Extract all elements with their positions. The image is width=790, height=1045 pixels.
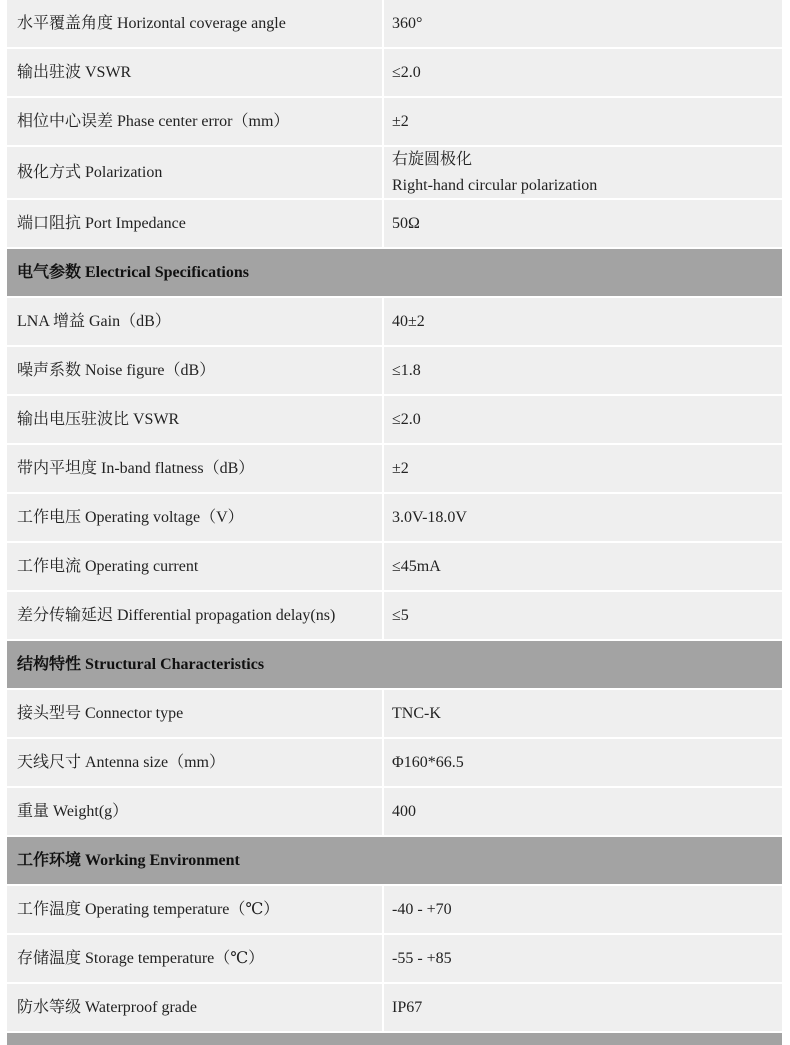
spec-value: ≤5 bbox=[392, 606, 409, 624]
spec-label: 防水等级 Waterproof grade bbox=[17, 998, 197, 1016]
spec-label: 相位中心误差 Phase center error（mm） bbox=[17, 112, 290, 130]
spec-value: ≤45mA bbox=[392, 557, 441, 575]
spec-value: IP67 bbox=[392, 998, 423, 1016]
table-row bbox=[7, 347, 782, 396]
table-row bbox=[7, 494, 782, 543]
table-row bbox=[7, 98, 782, 147]
spec-label: 差分传输延迟 Differential propagation delay(ns) bbox=[17, 606, 336, 624]
spec-label: 接头型号 Connector type bbox=[17, 704, 184, 722]
spec-value: 400 bbox=[392, 802, 416, 820]
spec-value: -40 - +70 bbox=[392, 900, 452, 918]
table-row bbox=[7, 298, 782, 347]
section-title: 工作环境 Working Environment bbox=[17, 851, 240, 869]
spec-label: 输出驻波 VSWR bbox=[17, 63, 132, 81]
table-row bbox=[7, 739, 782, 788]
section-header-environment bbox=[7, 837, 782, 886]
spec-value bbox=[384, 147, 782, 198]
spec-label: 带内平坦度 In-band flatness（dB） bbox=[17, 459, 255, 477]
table-row bbox=[7, 935, 782, 984]
spec-value: -55 - +85 bbox=[392, 949, 452, 967]
spec-label: LNA 增益 Gain（dB） bbox=[17, 312, 171, 330]
table-row bbox=[7, 396, 782, 445]
spec-label: 工作温度 Operating temperature（℃） bbox=[17, 900, 280, 918]
spec-value: ±2 bbox=[392, 112, 409, 130]
spec-value: ±2 bbox=[392, 459, 409, 477]
spec-label: 工作电压 Operating voltage（V） bbox=[17, 508, 244, 526]
spec-label: 存储温度 Storage temperature（℃） bbox=[17, 949, 265, 967]
spec-table bbox=[7, 0, 782, 1045]
table-row bbox=[7, 200, 782, 249]
table-row bbox=[7, 543, 782, 592]
table-row bbox=[7, 984, 782, 1033]
section-title: 结构特性 Structural Characteristics bbox=[17, 655, 265, 673]
spec-value-line: Right-hand circular polarization bbox=[392, 176, 598, 194]
spec-label: 工作电流 Operating current bbox=[17, 557, 199, 575]
spec-label: 端口阻抗 Port Impedance bbox=[17, 214, 186, 232]
spec-value: ≤2.0 bbox=[392, 410, 421, 428]
section-header-electrical bbox=[7, 249, 782, 298]
spec-label: 水平覆盖角度 Horizontal coverage angle bbox=[17, 14, 286, 32]
section-title: 电气参数 Electrical Specifications bbox=[17, 263, 249, 281]
spec-label: 重量 Weight(g） bbox=[17, 802, 129, 820]
spec-label: 输出电压驻波比 VSWR bbox=[17, 410, 180, 428]
table-row bbox=[7, 592, 782, 641]
spec-label: 噪声系数 Noise figure（dB） bbox=[17, 361, 216, 379]
section-header-structural bbox=[7, 641, 782, 690]
spec-value: ≤2.0 bbox=[392, 63, 421, 81]
spec-value: TNC-K bbox=[392, 704, 441, 722]
table-row bbox=[7, 788, 782, 837]
table-row bbox=[7, 690, 782, 739]
spec-value-line: 右旋圆极化 bbox=[392, 150, 473, 168]
table-row bbox=[7, 147, 782, 200]
spec-value: ≤1.8 bbox=[392, 361, 421, 379]
spec-value: Φ160*66.5 bbox=[392, 753, 464, 771]
spec-value: 50Ω bbox=[392, 214, 420, 232]
table-row bbox=[7, 49, 782, 98]
table-row bbox=[7, 445, 782, 494]
spec-label: 天线尺寸 Antenna size（mm） bbox=[17, 753, 225, 771]
spec-value: 360° bbox=[392, 14, 423, 32]
spec-value: 3.0V-18.0V bbox=[392, 508, 467, 526]
spec-value: 40±2 bbox=[392, 312, 425, 330]
section-header-partial bbox=[7, 1033, 782, 1045]
spec-label: 极化方式 Polarization bbox=[17, 163, 163, 181]
table-row bbox=[7, 886, 782, 935]
table-row bbox=[7, 0, 782, 49]
